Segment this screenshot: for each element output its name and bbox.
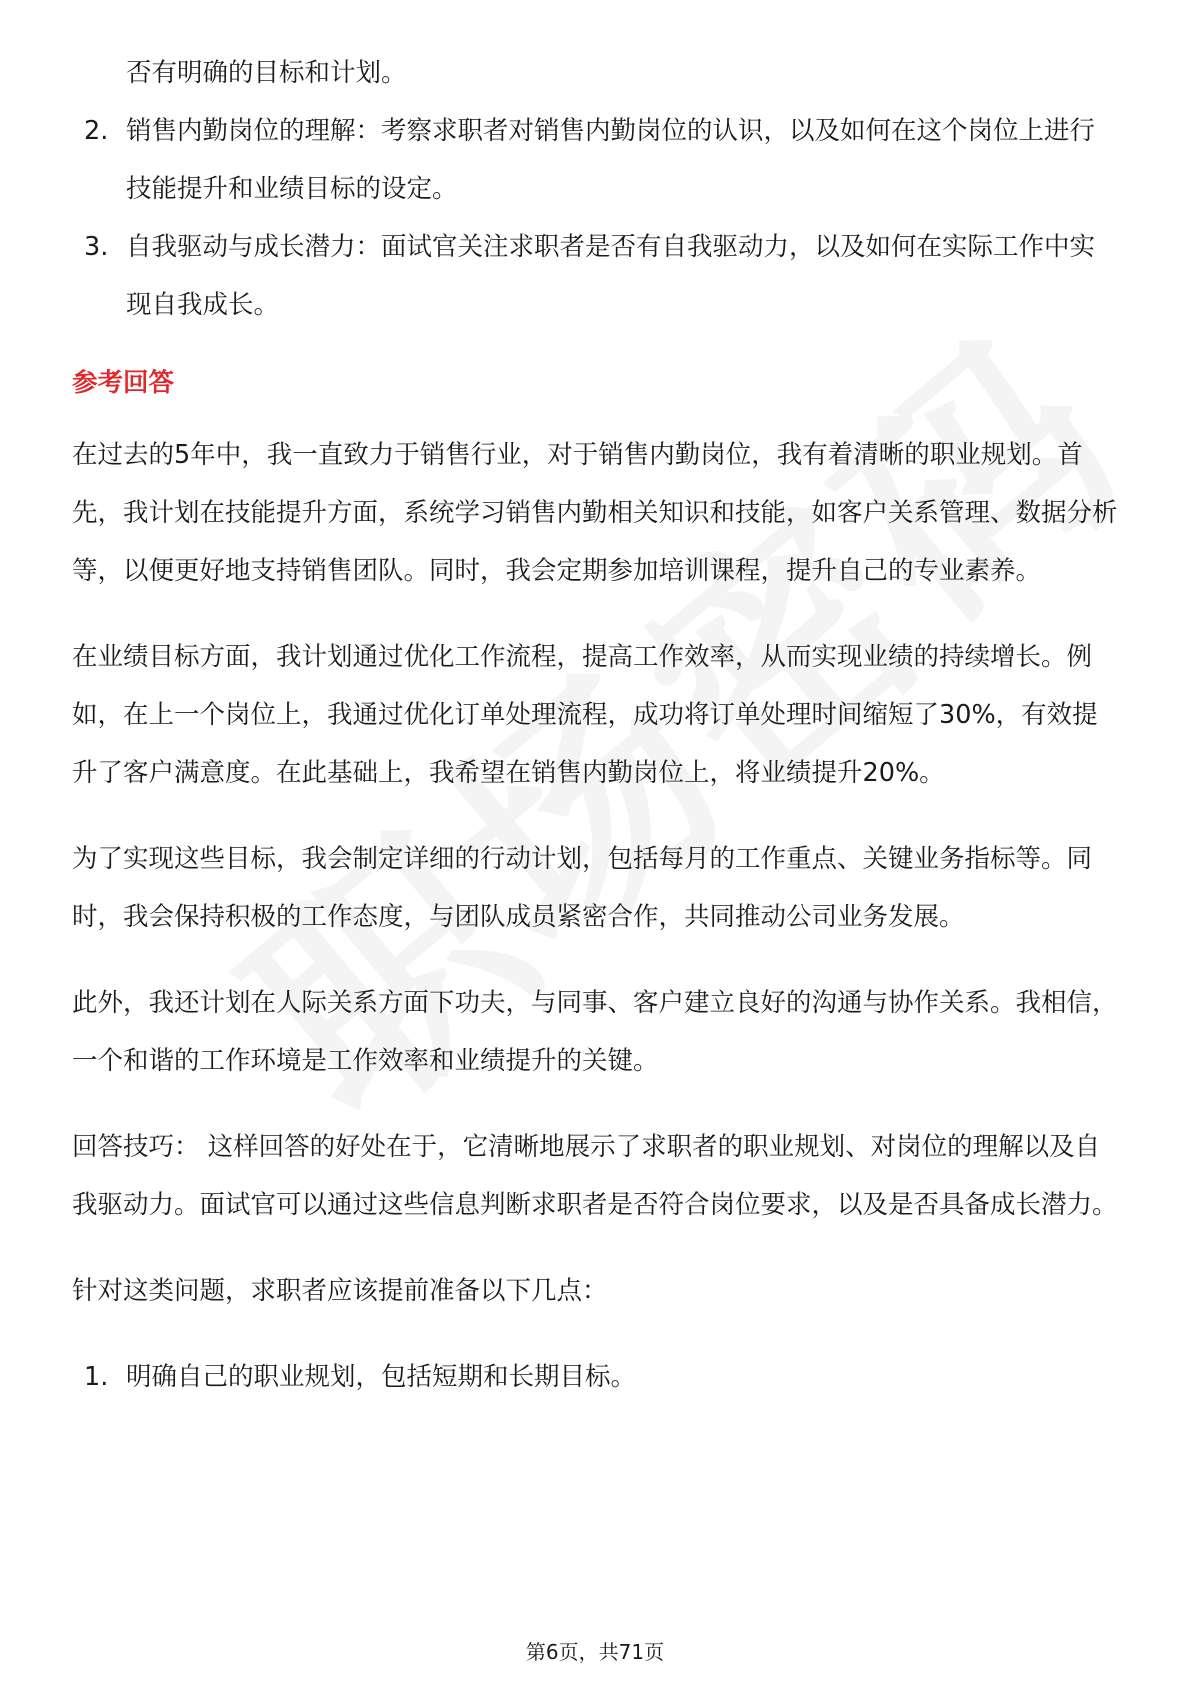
- paragraph: 此外，我还计划在人际关系方面下功夫，与同事、客户建立良好的沟通与协作关系。我相信，一个和谐的工作环境是工作效率和业绩提升的关键。: [72, 988, 1118, 1076]
- list-number: 2.: [84, 116, 109, 146]
- paragraph: 为了实现这些目标，我会制定详细的行动计划，包括每月的工作重点、关键业务指标等。同时，我会保持积极的工作态度，与团队成员紧密合作，共同推动公司业务发展。: [72, 844, 1093, 932]
- list-item: [72, 218, 1118, 334]
- paragraph: 回答技巧： 这样回答的好处在于，它清晰地展示了求职者的职业规划、对岗位的理解以及自我驱动力。面试官可以通过这些信息判断求职者是否符合岗位要求，以及是否具备成长潜力。: [72, 1132, 1118, 1220]
- paragraph: 在过去的5年中，我一直致力于销售行业，对于销售内勤岗位，我有着清晰的职业规划。首先，我计划在技能提升方面，系统学习销售内勤相关知识和技能，如客户关系管理、数据分析等，以便更好地支持销售团队。同时，我会定期参加培训课程，提升自己的专业素养。: [72, 440, 1118, 586]
- paragraph: 针对这类问题，求职者应该提前准备以下几点：: [72, 1276, 608, 1306]
- list-item-text: 明确自己的职业规划，包括短期和长期目标。: [126, 1362, 637, 1392]
- list-item-text: 自我驱动与成长潜力：面试官关注求职者是否有自我驱动力，以及如何在实际工作中实现自我成长。: [126, 232, 1096, 320]
- section-title: 参考回答: [72, 368, 175, 398]
- paragraph: 在业绩目标方面，我计划通过优化工作流程，提高工作效率，从而实现业绩的持续增长。例如，在上一个岗位上，我通过优化订单处理流程，成功将订单处理时间缩短了30%，有效提升了客户满意度。在此基础上，我希望在销售内勤岗位上，将业绩提升20%。: [72, 642, 1098, 788]
- list-item: [72, 102, 1118, 218]
- list-item-continuation: 否有明确的目标和计划。: [126, 58, 407, 88]
- page-footer: 第6页，共71页: [525, 1640, 665, 1664]
- page-content: [72, 44, 1118, 1406]
- list-number: 3.: [84, 232, 109, 262]
- list-item: [72, 1348, 1118, 1406]
- list-item-text: 销售内勤岗位的理解：考察求职者对销售内勤岗位的认识，以及如何在这个岗位上进行技能提升和业绩目标的设定。: [126, 116, 1096, 204]
- list-number: 1.: [84, 1362, 109, 1392]
